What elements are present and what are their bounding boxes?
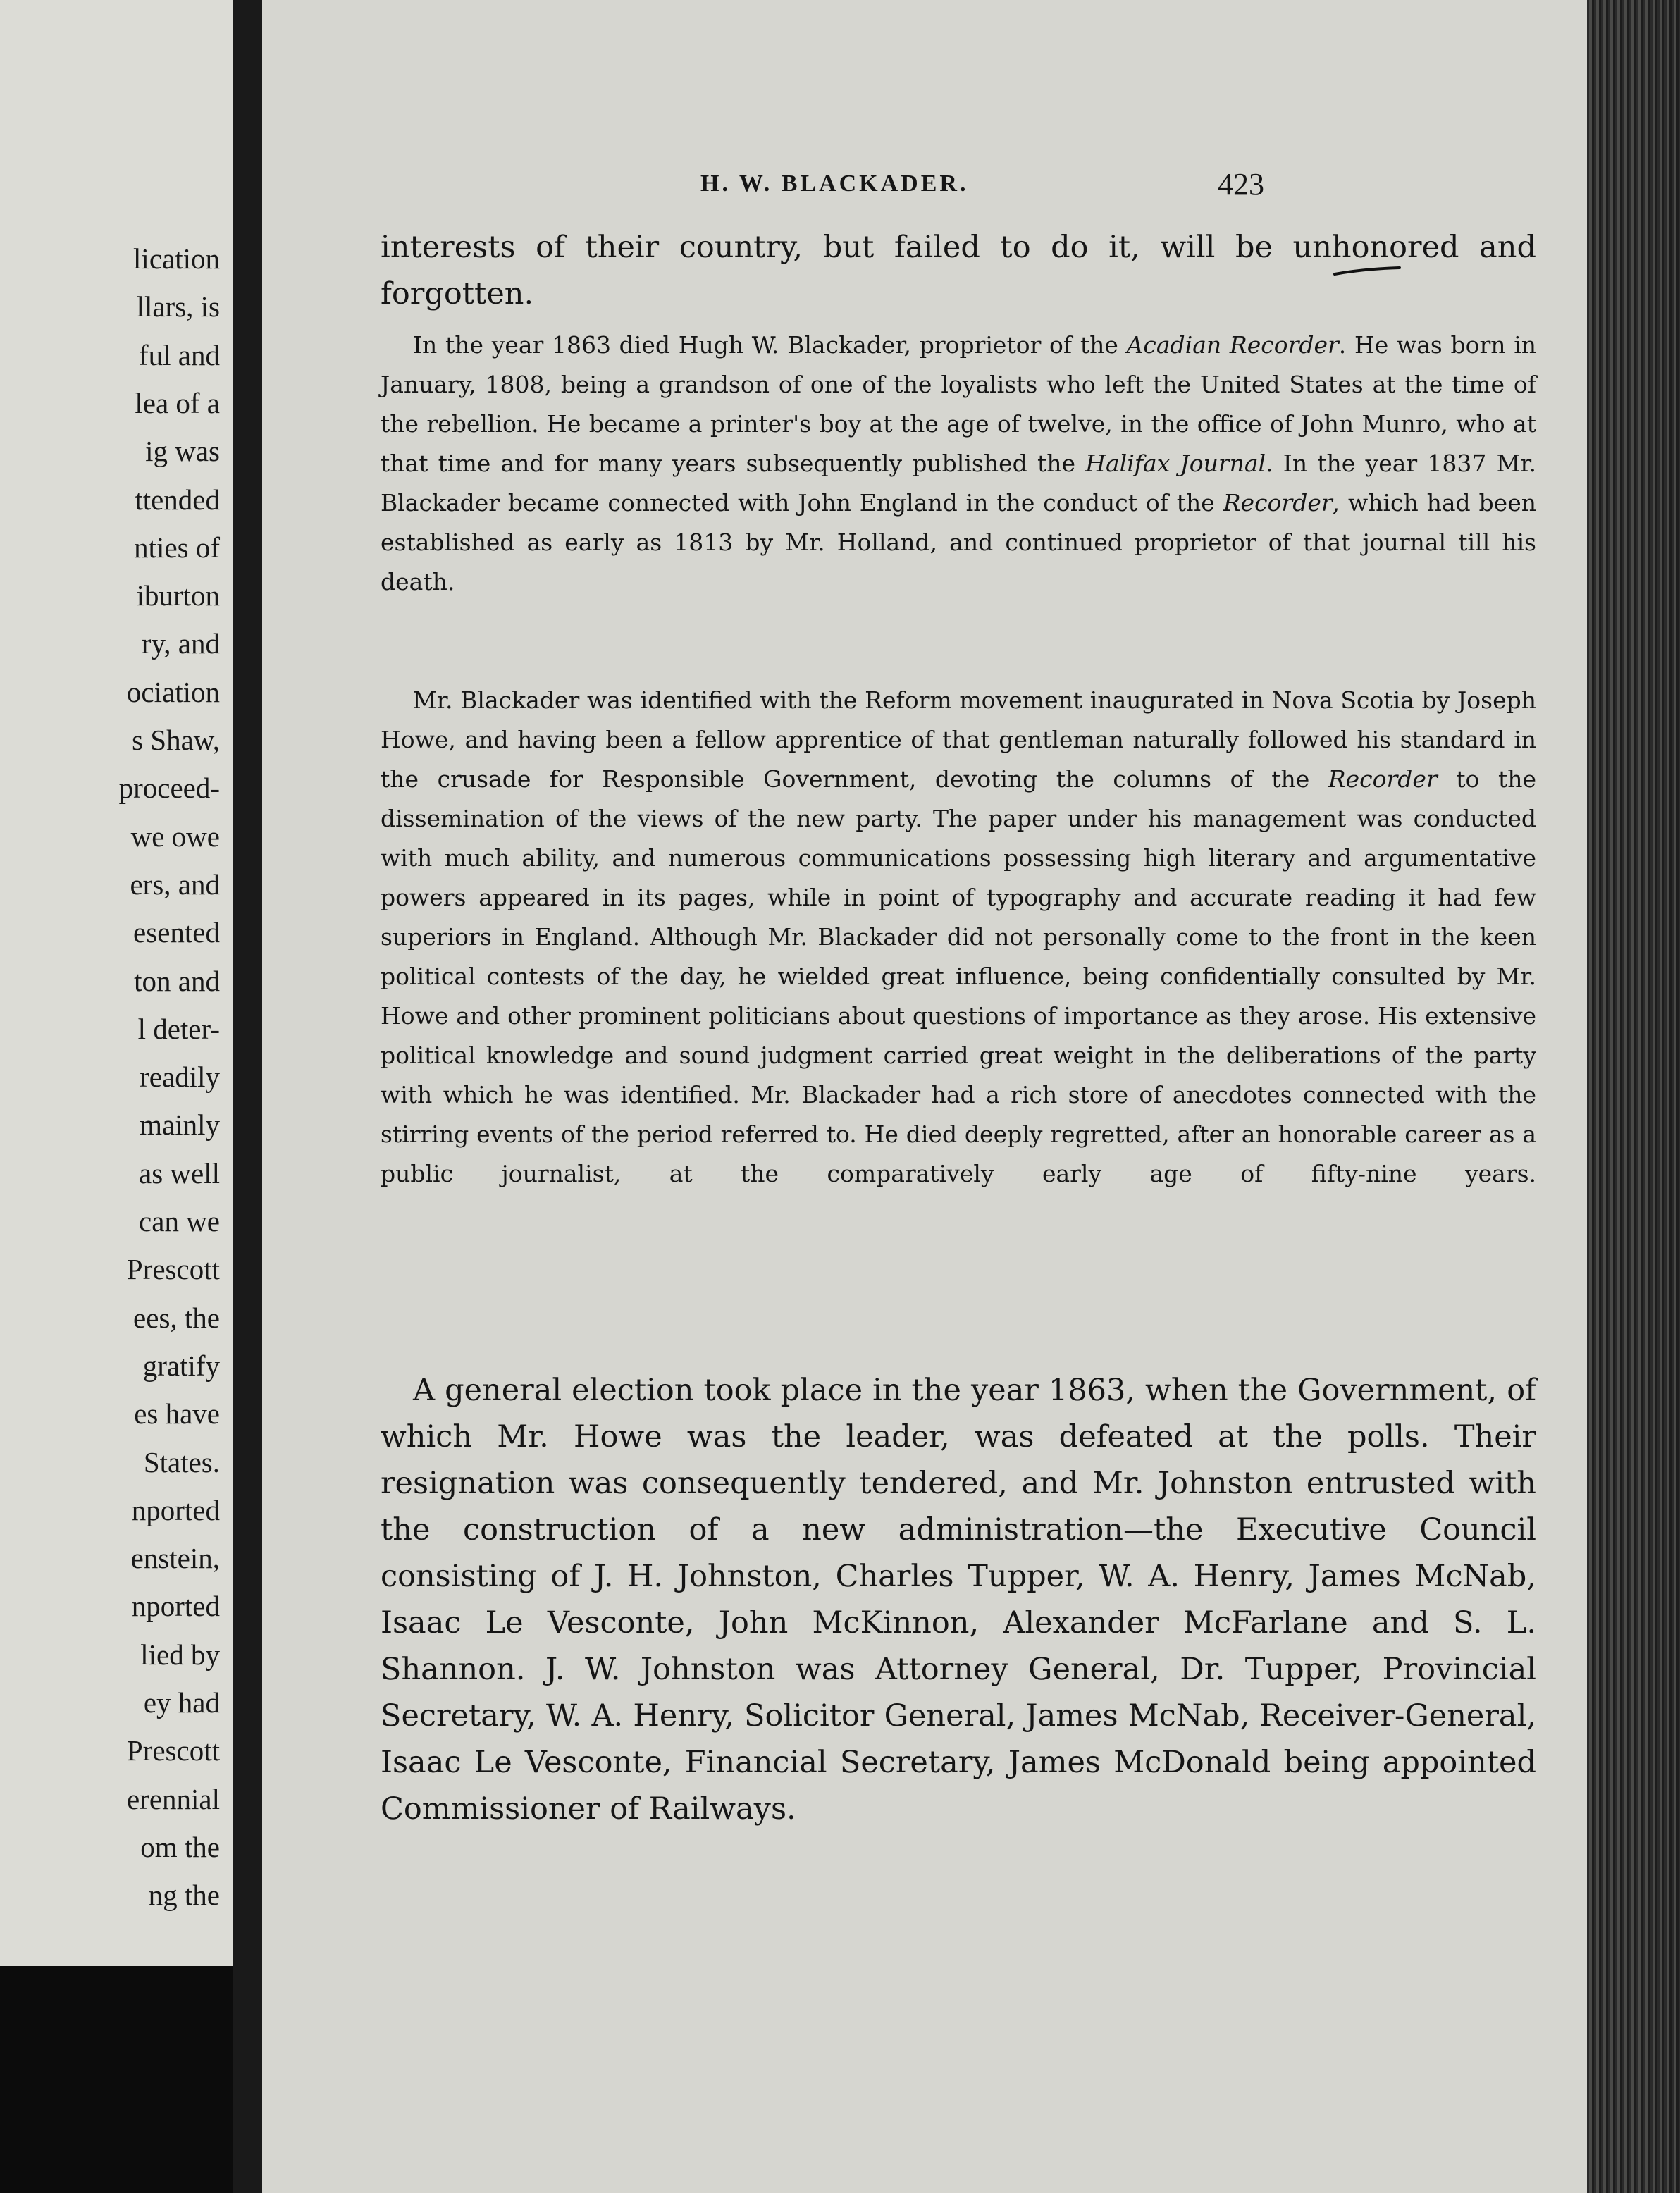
left-page-line: ociation — [126, 675, 220, 708]
left-page-line: Prescott — [126, 1253, 220, 1286]
left-page-line: nported — [131, 1590, 220, 1623]
italic-title: Acadian Recorder — [1126, 331, 1339, 359]
left-page-line: ry, and — [141, 627, 220, 660]
left-page-line: esented — [133, 916, 220, 949]
text-run: . In the year 1837 Mr. Blackader became connected with John England in the conduct of the — [381, 450, 1536, 517]
italic-title: Halifax Journal — [1085, 450, 1266, 477]
text-run: In the year 1863 died Hugh W. Blackader, proprietor of the — [413, 331, 1127, 359]
left-page-line: proceed- — [118, 772, 220, 805]
left-page-line: Prescott — [126, 1734, 220, 1767]
left-page-line: ng the — [148, 1879, 220, 1912]
left-page-line: es have — [134, 1397, 220, 1431]
left-page-line: l deter- — [137, 1012, 220, 1045]
book-edge — [1587, 0, 1680, 2193]
left-page-line: ful and — [139, 338, 220, 371]
text-run: to the dissemination of the views of the new party. The paper under his management was conducted with much ability, and numerous communications possessing high literary and argumentative powers appeared in its pages, while in point of typography and accurate reading it had few superiors in England. Although Mr. Blackader did not personally come to the front in the keen political contests of the day, he wielded great influence, being confidentially consulted by Mr. Howe and other prominent politicians about questions of importance as they arose. His extensive political knowledge and sound judgment carried great weight in the deliberations of the party with which he was identified. Mr. Blackader had a rich store of anecdotes connected with the stirring events of the period referred to. He died deeply regretted, after an honorable career as a public journalist, at the comparatively early age of fifty-nine years. — [381, 765, 1536, 1187]
paragraph-continuation: interests of their country, but failed to do it, will be unhonored and forgotten. — [381, 230, 1536, 311]
left-page-line: ig was — [145, 435, 220, 468]
paragraph-blackader-bio — [381, 326, 1536, 602]
left-page-line: we owe — [130, 820, 220, 853]
left-page-line: gratify — [142, 1349, 220, 1382]
left-page-line: ton and — [134, 964, 220, 997]
paragraph-general-election: A general election took place in the year 1863, when the Government, of which Mr. Howe was the leader, was defeated at the polls. Their resignation was consequently tendered, and Mr. Johnston entrusted with the construction of a new administration—the Executive Council consisting of J. H. Johnston, Charles Tupper, W. A. Henry, James McNab, Isaac Le Vesconte, John McKinnon, Alexander McFarlane and S. L. Shannon. J. W. Johnston was Attorney General, Dr. Tupper, Provincial Secretary, W. A. Henry, Solicitor General, James McNab, Receiver-General, Isaac Le Vesconte, Financial Secretary, James McDonald being appointed Commissioner of Railways. — [381, 1373, 1536, 1827]
left-page-line: mainly — [140, 1108, 220, 1142]
left-page-line: iburton — [136, 579, 220, 612]
book-page — [262, 0, 1587, 2193]
left-page-line: nties of — [134, 531, 220, 564]
text-run: , which had been established as early as 1813 by Mr. Holland, and continued proprietor of that journal till his death. — [381, 489, 1536, 595]
left-page-line: erennial — [126, 1782, 220, 1815]
left-facing-page — [0, 0, 233, 1966]
text-run: . He was born in January, 1808, being a grandson of one of the loyalists who left the United States at the time of the rebellion. He became a printer's boy at the age of twelve, in the office of John Munro, who at that time and for many years subsequently published the — [381, 331, 1536, 477]
left-page-line: can we — [139, 1205, 220, 1237]
book-gutter — [233, 0, 262, 2193]
page-header — [262, 167, 1587, 213]
left-page-line: s Shaw, — [132, 724, 220, 756]
left-page-line: ttended — [135, 483, 220, 516]
left-page-line: readily — [140, 1061, 220, 1094]
left-page-line: lication — [133, 242, 220, 275]
left-page-line: ers, and — [130, 867, 220, 901]
left-page-line: llars, is — [136, 290, 220, 323]
italic-title: Recorder — [1223, 489, 1333, 517]
paragraph-reform-movement — [381, 681, 1536, 1194]
left-page-line: lied by — [140, 1638, 220, 1671]
left-page-line: enstein, — [130, 1542, 220, 1575]
left-page-line: lea of a — [135, 386, 220, 419]
left-page-line: om the — [140, 1830, 220, 1863]
left-page-line: ey had — [143, 1686, 220, 1719]
running-head: H. W. BLACKADER. — [700, 171, 969, 197]
left-page-line: nported — [131, 1493, 220, 1526]
left-page-line: ees, the — [133, 1301, 220, 1334]
italic-title: Recorder — [1328, 765, 1438, 793]
text-run: Mr. Blackader was identified with the Reform movement inaugurated in Nova Scotia by Joseph Howe, and having been a fellow apprentice of that gentleman naturally followed his standard in the crusade for Responsible Government, devoting the columns of the — [381, 686, 1536, 793]
left-page-line: as well — [139, 1156, 220, 1190]
left-page-line: States. — [143, 1445, 220, 1478]
page-number: 423 — [1218, 167, 1264, 202]
